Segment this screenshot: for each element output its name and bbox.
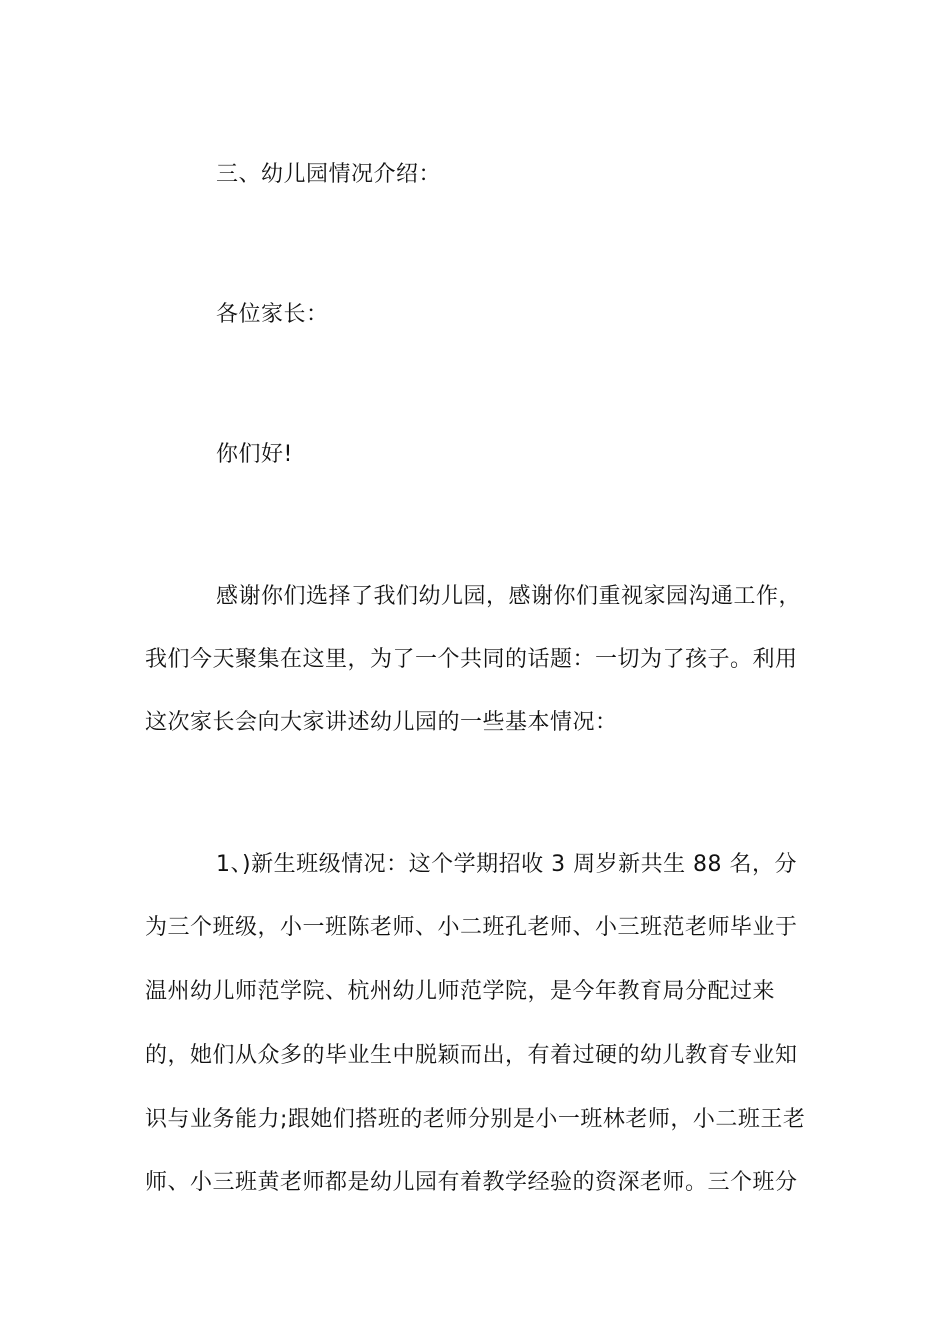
- paragraph1-line-2: 我们今天聚集在这里，为了一个共同的话题：一切为了孩子。利用: [145, 647, 798, 672]
- paragraph2-line-6: 师、小三班黄老师都是幼儿园有着教学经验的资深老师。三个班分: [145, 1170, 798, 1195]
- paragraph1-line-3: 这次家长会向大家讲述幼儿园的一些基本情况：: [145, 710, 618, 735]
- paragraph1-line-1: 感谢你们选择了我们幼儿园，感谢你们重视家园沟通工作，: [216, 584, 802, 609]
- paragraph2-line-1: 1、)新生班级情况：这个学期招收 3 周岁新共生 88 名，分: [216, 852, 798, 877]
- paragraph2-line-4: 的，她们从众多的毕业生中脱颖而出，有着过硬的幼儿教育专业知: [145, 1043, 798, 1068]
- paragraph2-line-2: 为三个班级，小一班陈老师、小二班孔老师、小三班范老师毕业于: [145, 915, 798, 940]
- section-heading: 三、幼儿园情况介绍：: [216, 162, 442, 187]
- greeting: 你们好!: [216, 442, 293, 467]
- paragraph2-line-3: 温州幼儿师范学院、杭州幼儿师范学院，是今年教育局分配过来: [145, 979, 776, 1004]
- paragraph2-line-5: 识与业务能力;跟她们搭班的老师分别是小一班林老师，小二班王老: [145, 1107, 806, 1132]
- salutation: 各位家长：: [216, 302, 329, 327]
